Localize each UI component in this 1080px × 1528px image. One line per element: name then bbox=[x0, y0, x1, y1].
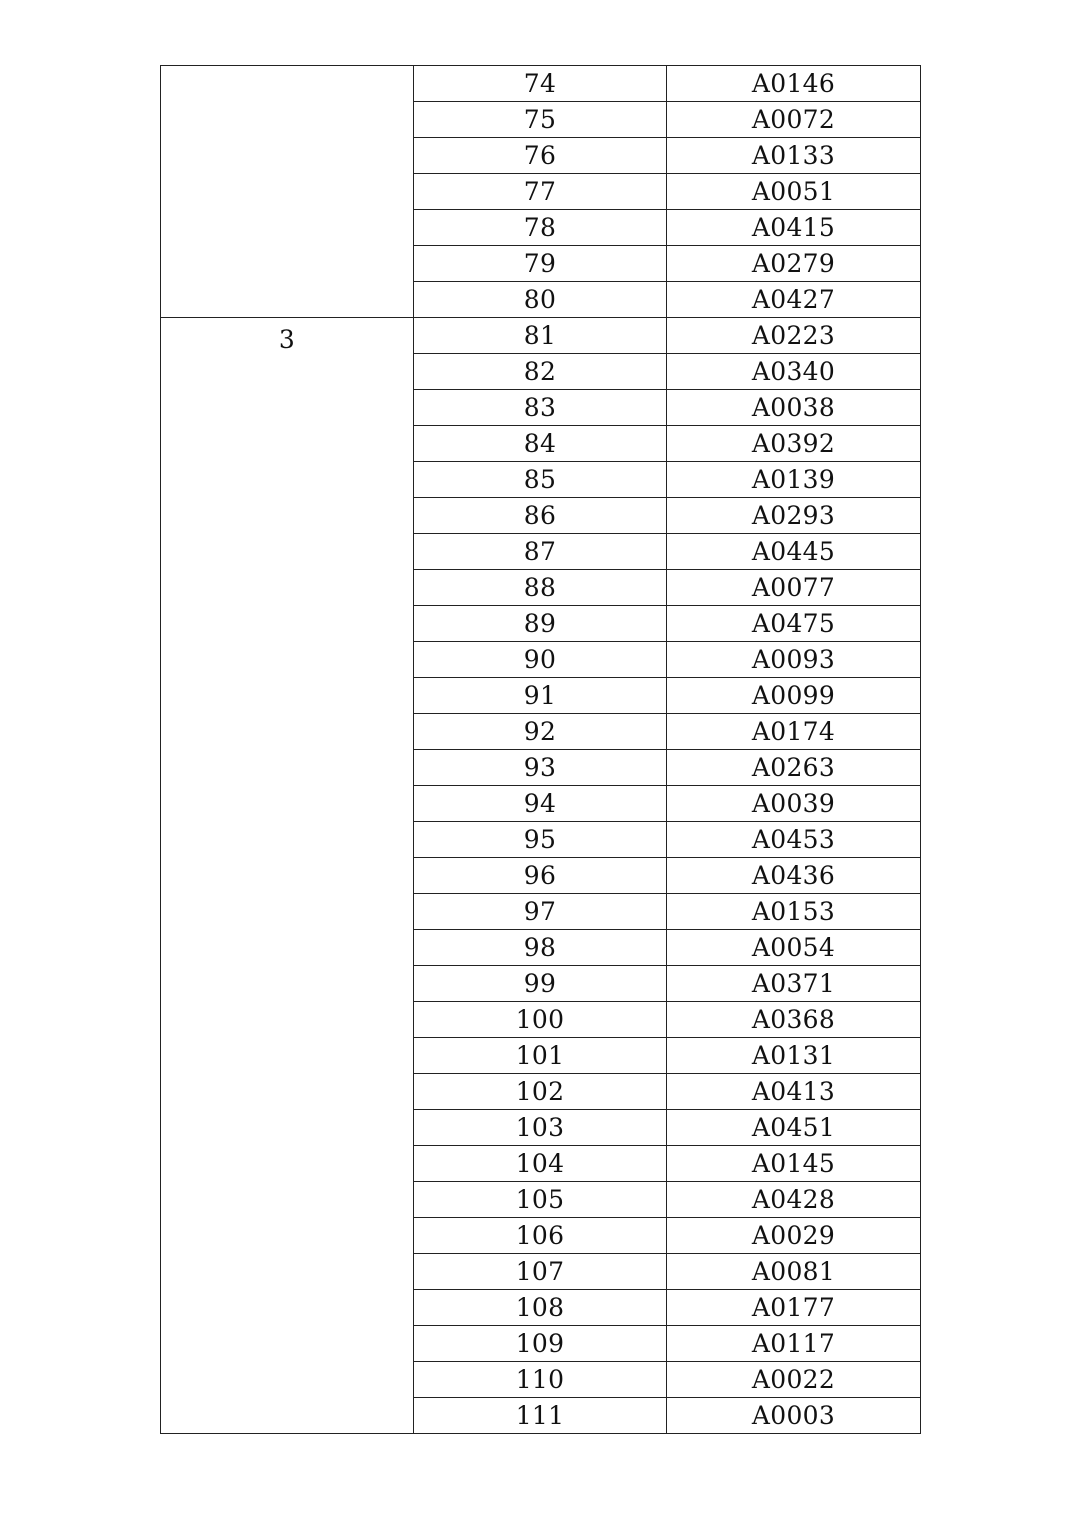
sequence-number-cell: 96 bbox=[414, 858, 667, 894]
sequence-number-cell: 84 bbox=[414, 426, 667, 462]
sequence-number-cell: 92 bbox=[414, 714, 667, 750]
sequence-number-cell: 105 bbox=[414, 1182, 667, 1218]
assignment-table bbox=[160, 65, 921, 1434]
sequence-number-cell: 102 bbox=[414, 1074, 667, 1110]
candidate-code-cell: A0081 bbox=[667, 1254, 921, 1290]
sequence-number-cell: 82 bbox=[414, 354, 667, 390]
table-row bbox=[161, 318, 921, 354]
sequence-number-cell: 103 bbox=[414, 1110, 667, 1146]
candidate-code-cell: A0145 bbox=[667, 1146, 921, 1182]
candidate-code-cell: A0451 bbox=[667, 1110, 921, 1146]
sequence-number-cell: 95 bbox=[414, 822, 667, 858]
sequence-number-cell: 91 bbox=[414, 678, 667, 714]
candidate-code-cell: A0099 bbox=[667, 678, 921, 714]
sequence-number-cell: 98 bbox=[414, 930, 667, 966]
group-number-cell bbox=[161, 66, 414, 318]
sequence-number-cell: 106 bbox=[414, 1218, 667, 1254]
candidate-code-cell: A0117 bbox=[667, 1326, 921, 1362]
sequence-number-cell: 93 bbox=[414, 750, 667, 786]
sequence-number-cell: 77 bbox=[414, 174, 667, 210]
group-number-cell: 3 bbox=[161, 318, 414, 1434]
sequence-number-cell: 79 bbox=[414, 246, 667, 282]
candidate-code-cell: A0077 bbox=[667, 570, 921, 606]
candidate-code-cell: A0139 bbox=[667, 462, 921, 498]
sequence-number-cell: 81 bbox=[414, 318, 667, 354]
sequence-number-cell: 90 bbox=[414, 642, 667, 678]
candidate-code-cell: A0038 bbox=[667, 390, 921, 426]
sequence-number-cell: 80 bbox=[414, 282, 667, 318]
candidate-code-cell: A0022 bbox=[667, 1362, 921, 1398]
sequence-number-cell: 74 bbox=[414, 66, 667, 102]
candidate-code-cell: A0293 bbox=[667, 498, 921, 534]
candidate-code-cell: A0051 bbox=[667, 174, 921, 210]
candidate-code-cell: A0039 bbox=[667, 786, 921, 822]
sequence-number-cell: 100 bbox=[414, 1002, 667, 1038]
sequence-number-cell: 107 bbox=[414, 1254, 667, 1290]
candidate-code-cell: A0223 bbox=[667, 318, 921, 354]
sequence-number-cell: 78 bbox=[414, 210, 667, 246]
candidate-code-cell: A0029 bbox=[667, 1218, 921, 1254]
sequence-number-cell: 85 bbox=[414, 462, 667, 498]
candidate-code-cell: A0054 bbox=[667, 930, 921, 966]
candidate-code-cell: A0392 bbox=[667, 426, 921, 462]
candidate-code-cell: A0146 bbox=[667, 66, 921, 102]
candidate-code-cell: A0133 bbox=[667, 138, 921, 174]
sequence-number-cell: 88 bbox=[414, 570, 667, 606]
sequence-number-cell: 108 bbox=[414, 1290, 667, 1326]
candidate-code-cell: A0131 bbox=[667, 1038, 921, 1074]
candidate-code-cell: A0428 bbox=[667, 1182, 921, 1218]
candidate-code-cell: A0445 bbox=[667, 534, 921, 570]
sequence-number-cell: 101 bbox=[414, 1038, 667, 1074]
candidate-code-cell: A0436 bbox=[667, 858, 921, 894]
candidate-code-cell: A0263 bbox=[667, 750, 921, 786]
assignment-table-body bbox=[161, 66, 921, 1434]
candidate-code-cell: A0368 bbox=[667, 1002, 921, 1038]
sequence-number-cell: 89 bbox=[414, 606, 667, 642]
sequence-number-cell: 99 bbox=[414, 966, 667, 1002]
candidate-code-cell: A0072 bbox=[667, 102, 921, 138]
sequence-number-cell: 111 bbox=[414, 1398, 667, 1434]
candidate-code-cell: A0475 bbox=[667, 606, 921, 642]
candidate-code-cell: A0279 bbox=[667, 246, 921, 282]
sequence-number-cell: 76 bbox=[414, 138, 667, 174]
candidate-code-cell: A0340 bbox=[667, 354, 921, 390]
candidate-code-cell: A0415 bbox=[667, 210, 921, 246]
candidate-code-cell: A0427 bbox=[667, 282, 921, 318]
table-row bbox=[161, 66, 921, 102]
candidate-code-cell: A0003 bbox=[667, 1398, 921, 1434]
candidate-code-cell: A0093 bbox=[667, 642, 921, 678]
candidate-code-cell: A0153 bbox=[667, 894, 921, 930]
sequence-number-cell: 94 bbox=[414, 786, 667, 822]
candidate-code-cell: A0174 bbox=[667, 714, 921, 750]
candidate-code-cell: A0453 bbox=[667, 822, 921, 858]
sequence-number-cell: 75 bbox=[414, 102, 667, 138]
candidate-code-cell: A0371 bbox=[667, 966, 921, 1002]
sequence-number-cell: 83 bbox=[414, 390, 667, 426]
sequence-number-cell: 86 bbox=[414, 498, 667, 534]
sequence-number-cell: 109 bbox=[414, 1326, 667, 1362]
candidate-code-cell: A0413 bbox=[667, 1074, 921, 1110]
sequence-number-cell: 110 bbox=[414, 1362, 667, 1398]
sequence-number-cell: 104 bbox=[414, 1146, 667, 1182]
candidate-code-cell: A0177 bbox=[667, 1290, 921, 1326]
sequence-number-cell: 97 bbox=[414, 894, 667, 930]
sequence-number-cell: 87 bbox=[414, 534, 667, 570]
